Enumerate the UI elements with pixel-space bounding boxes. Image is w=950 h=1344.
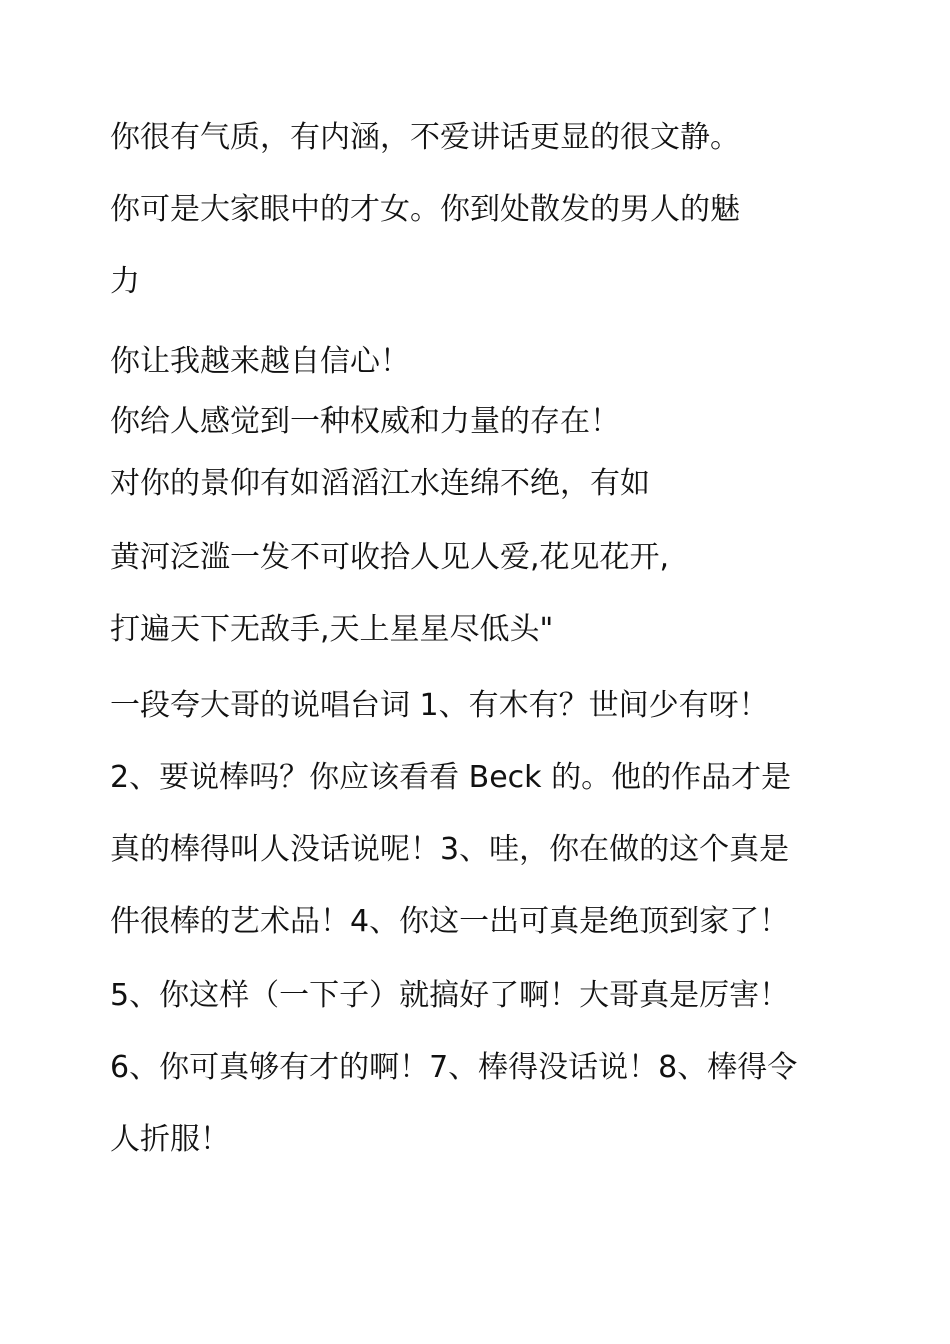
text-line: 件很棒的艺术品！4、你这一出可真是绝顶到家了！ — [110, 904, 790, 939]
text-line: 对你的景仰有如滔滔江水连绵不绝，有如 — [110, 466, 650, 501]
text-line: 你让我越来越自信心！ — [110, 344, 410, 379]
text-line: 人折服！ — [110, 1122, 230, 1157]
text-line: 你很有气质，有内涵，不爱讲话更显的很文静。 — [110, 120, 740, 155]
text-line: 2、要说棒吗？你应该看看 Beck 的。他的作品才是 — [110, 760, 792, 795]
text-line: 力 — [110, 264, 140, 299]
text-line: 6、你可真够有才的啊！7、棒得没话说！8、棒得令 — [110, 1050, 798, 1085]
text-line: 你可是大家眼中的才女。你到处散发的男人的魅 — [110, 192, 740, 227]
text-line: 真的棒得叫人没话说呢！3、哇，你在做的这个真是 — [110, 832, 790, 867]
text-line: 打遍天下无敌手,天上星星尽低头" — [110, 612, 554, 647]
text-line: 一段夸大哥的说唱台词 1、有木有？世间少有呀！ — [110, 688, 769, 723]
text-line: 你给人感觉到一种权威和力量的存在！ — [110, 404, 620, 439]
text-line: 黄河泛滥一发不可收拾人见人爱,花见花开, — [110, 540, 670, 575]
text-line: 5、你这样（一下子）就搞好了啊！大哥真是厉害！ — [110, 978, 790, 1013]
